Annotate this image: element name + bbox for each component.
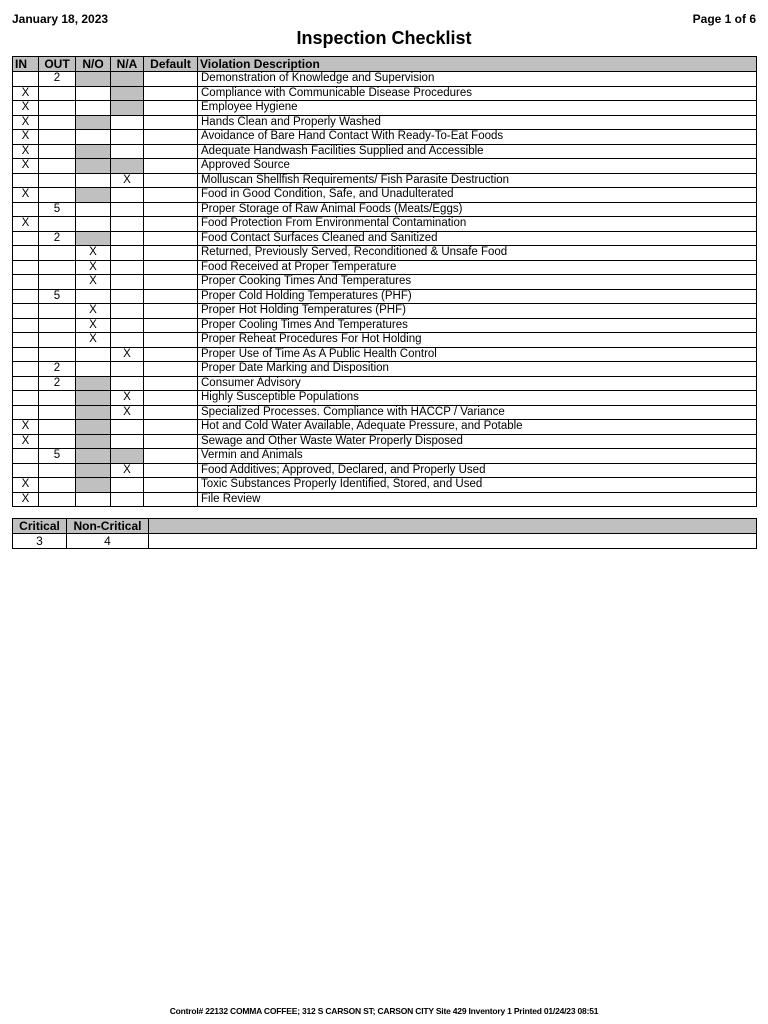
cell-out: [39, 159, 76, 174]
cell-not-applicable: [111, 217, 144, 232]
table-header-row: [13, 57, 757, 72]
cell-default: [144, 304, 198, 319]
column-header-in: IN: [13, 57, 39, 72]
cell-default: [144, 405, 198, 420]
cell-default: [144, 275, 198, 290]
table-row: [13, 333, 757, 348]
cell-not-applicable: [111, 478, 144, 493]
cell-not-applicable: [111, 202, 144, 217]
table-row: [13, 405, 757, 420]
cell-out: [39, 260, 76, 275]
cell-not-observed: [76, 231, 111, 246]
cell-not-observed: [76, 420, 111, 435]
table-row: [13, 115, 757, 130]
cell-not-observed: X: [76, 304, 111, 319]
cell-not-applicable: [111, 318, 144, 333]
violation-description: Returned, Previously Served, Reconditioned & Unsafe Food: [198, 246, 757, 261]
cell-not-observed: X: [76, 333, 111, 348]
violation-description: Molluscan Shellfish Requirements/ Fish Parasite Destruction: [198, 173, 757, 188]
cell-default: [144, 173, 198, 188]
cell-in: [13, 376, 39, 391]
summary-header-noncritical: Non-Critical: [67, 519, 149, 534]
table-row: [13, 188, 757, 203]
cell-out: [39, 115, 76, 130]
summary-header-row: [13, 519, 757, 534]
cell-not-applicable: [111, 86, 144, 101]
cell-out: 2: [39, 362, 76, 377]
summary-header-blank: [149, 519, 757, 534]
cell-not-observed: [76, 449, 111, 464]
violation-description: File Review: [198, 492, 757, 507]
cell-out: [39, 86, 76, 101]
cell-not-observed: [76, 376, 111, 391]
violation-description: Proper Cold Holding Temperatures (PHF): [198, 289, 757, 304]
cell-in: [13, 173, 39, 188]
cell-in: [13, 260, 39, 275]
cell-in: [13, 246, 39, 261]
cell-not-observed: [76, 289, 111, 304]
table-row: [13, 362, 757, 377]
cell-default: [144, 130, 198, 145]
table-row: [13, 86, 757, 101]
column-header-description: Violation Description: [198, 57, 757, 72]
cell-out: [39, 130, 76, 145]
cell-out: 2: [39, 72, 76, 87]
cell-out: [39, 173, 76, 188]
violation-description: Food Additives; Approved, Declared, and Properly Used: [198, 463, 757, 478]
table-row: [13, 318, 757, 333]
cell-out: [39, 492, 76, 507]
cell-not-applicable: [111, 333, 144, 348]
violation-description: Proper Hot Holding Temperatures (PHF): [198, 304, 757, 319]
summary-header-critical: Critical: [13, 519, 67, 534]
cell-not-applicable: [111, 434, 144, 449]
table-row: [13, 304, 757, 319]
cell-not-observed: [76, 434, 111, 449]
cell-out: [39, 304, 76, 319]
violation-description: Approved Source: [198, 159, 757, 174]
cell-default: [144, 101, 198, 116]
cell-in: [13, 362, 39, 377]
cell-default: [144, 202, 198, 217]
cell-in: [13, 333, 39, 348]
table-row: [13, 492, 757, 507]
cell-in: [13, 405, 39, 420]
column-header-no: N/O: [76, 57, 111, 72]
cell-not-applicable: [111, 130, 144, 145]
cell-default: [144, 492, 198, 507]
column-header-na: N/A: [111, 57, 144, 72]
violation-description: Food Received at Proper Temperature: [198, 260, 757, 275]
cell-in: X: [13, 115, 39, 130]
cell-not-applicable: [111, 289, 144, 304]
cell-not-applicable: X: [111, 173, 144, 188]
cell-default: [144, 391, 198, 406]
checklist-body: [13, 72, 757, 507]
cell-not-applicable: [111, 246, 144, 261]
cell-not-applicable: [111, 304, 144, 319]
page-indicator: Page 1 of 6: [692, 12, 756, 26]
cell-not-observed: [76, 173, 111, 188]
table-row: [13, 347, 757, 362]
cell-default: [144, 333, 198, 348]
cell-out: [39, 275, 76, 290]
cell-out: [39, 188, 76, 203]
cell-out: [39, 217, 76, 232]
cell-not-observed: [76, 463, 111, 478]
table-row: [13, 231, 757, 246]
cell-not-applicable: [111, 362, 144, 377]
cell-out: [39, 318, 76, 333]
table-row: [13, 173, 757, 188]
violation-description: Adequate Handwash Facilities Supplied and Accessible: [198, 144, 757, 159]
cell-not-observed: [76, 86, 111, 101]
cell-default: [144, 217, 198, 232]
cell-out: [39, 144, 76, 159]
cell-not-applicable: [111, 492, 144, 507]
table-row: [13, 289, 757, 304]
cell-in: [13, 318, 39, 333]
cell-not-applicable: X: [111, 347, 144, 362]
cell-not-applicable: [111, 449, 144, 464]
violation-description: Food Contact Surfaces Cleaned and Sanitized: [198, 231, 757, 246]
cell-in: [13, 72, 39, 87]
cell-not-applicable: [111, 188, 144, 203]
cell-default: [144, 289, 198, 304]
violation-description: Proper Storage of Raw Animal Foods (Meats/Eggs): [198, 202, 757, 217]
cell-out: [39, 420, 76, 435]
cell-out: 5: [39, 202, 76, 217]
violation-description: Food Protection From Environmental Contamination: [198, 217, 757, 232]
cell-in: X: [13, 217, 39, 232]
table-row: [13, 434, 757, 449]
cell-not-observed: [76, 202, 111, 217]
cell-in: X: [13, 86, 39, 101]
cell-in: [13, 347, 39, 362]
violation-description: Sewage and Other Waste Water Properly Disposed: [198, 434, 757, 449]
violation-description: Toxic Substances Properly Identified, Stored, and Used: [198, 478, 757, 493]
cell-not-observed: [76, 144, 111, 159]
table-row: [13, 246, 757, 261]
page-title: Inspection Checklist: [296, 28, 472, 48]
cell-not-applicable: [111, 72, 144, 87]
report-date: January 18, 2023: [12, 12, 109, 26]
table-row: [13, 391, 757, 406]
table-row: [13, 130, 757, 145]
cell-not-observed: [76, 72, 111, 87]
cell-in: X: [13, 159, 39, 174]
cell-in: X: [13, 101, 39, 116]
cell-not-applicable: [111, 159, 144, 174]
violation-description: Proper Reheat Procedures For Hot Holding: [198, 333, 757, 348]
violation-description: Hands Clean and Properly Washed: [198, 115, 757, 130]
table-row: [13, 449, 757, 464]
violation-description: Consumer Advisory: [198, 376, 757, 391]
cell-not-observed: [76, 115, 111, 130]
inspection-checklist-table: [12, 56, 757, 507]
cell-in: X: [13, 434, 39, 449]
cell-in: [13, 289, 39, 304]
cell-not-applicable: [111, 115, 144, 130]
cell-in: X: [13, 188, 39, 203]
violation-description: Highly Susceptible Populations: [198, 391, 757, 406]
critical-count: 3: [13, 534, 67, 549]
cell-not-observed: [76, 362, 111, 377]
violation-description: Proper Use of Time As A Public Health Control: [198, 347, 757, 362]
noncritical-count: 4: [67, 534, 149, 549]
cell-default: [144, 463, 198, 478]
violation-description: Hot and Cold Water Available, Adequate Pressure, and Potable: [198, 420, 757, 435]
summary-blank-cell: [149, 534, 757, 549]
cell-out: [39, 391, 76, 406]
cell-default: [144, 231, 198, 246]
cell-out: [39, 347, 76, 362]
column-header-default: Default: [144, 57, 198, 72]
cell-default: [144, 159, 198, 174]
violation-summary-table: [12, 518, 757, 549]
cell-not-applicable: [111, 101, 144, 116]
cell-default: [144, 115, 198, 130]
cell-out: [39, 333, 76, 348]
cell-out: [39, 434, 76, 449]
cell-out: 5: [39, 449, 76, 464]
table-row: [13, 202, 757, 217]
cell-not-observed: [76, 188, 111, 203]
cell-not-observed: X: [76, 275, 111, 290]
cell-default: [144, 376, 198, 391]
table-row: [13, 478, 757, 493]
cell-default: [144, 434, 198, 449]
cell-in: [13, 463, 39, 478]
cell-in: [13, 449, 39, 464]
cell-not-applicable: X: [111, 405, 144, 420]
table-row: [13, 72, 757, 87]
cell-default: [144, 86, 198, 101]
cell-out: [39, 101, 76, 116]
cell-not-observed: [76, 159, 111, 174]
cell-not-observed: [76, 347, 111, 362]
cell-out: 5: [39, 289, 76, 304]
cell-not-observed: X: [76, 318, 111, 333]
cell-not-observed: [76, 101, 111, 116]
column-header-out: OUT: [39, 57, 76, 72]
cell-in: [13, 391, 39, 406]
table-row: [13, 101, 757, 116]
cell-in: X: [13, 492, 39, 507]
table-row: [13, 260, 757, 275]
cell-default: [144, 144, 198, 159]
cell-not-observed: [76, 405, 111, 420]
cell-in: X: [13, 130, 39, 145]
cell-default: [144, 347, 198, 362]
table-row: [13, 217, 757, 232]
cell-in: [13, 304, 39, 319]
cell-in: X: [13, 420, 39, 435]
cell-not-observed: [76, 130, 111, 145]
violation-description: Specialized Processes. Compliance with HACCP / Variance: [198, 405, 757, 420]
violation-description: Proper Cooking Times And Temperatures: [198, 275, 757, 290]
violation-description: Proper Date Marking and Disposition: [198, 362, 757, 377]
cell-out: [39, 478, 76, 493]
cell-not-applicable: [111, 231, 144, 246]
table-row: [13, 144, 757, 159]
cell-in: X: [13, 144, 39, 159]
violation-description: Demonstration of Knowledge and Supervision: [198, 72, 757, 87]
cell-not-observed: [76, 492, 111, 507]
violation-description: Vermin and Animals: [198, 449, 757, 464]
table-row: [13, 275, 757, 290]
violation-description: Food in Good Condition, Safe, and Unadulterated: [198, 188, 757, 203]
cell-default: [144, 362, 198, 377]
cell-in: [13, 231, 39, 246]
cell-default: [144, 420, 198, 435]
cell-default: [144, 72, 198, 87]
violation-description: Compliance with Communicable Disease Procedures: [198, 86, 757, 101]
violation-description: Avoidance of Bare Hand Contact With Ready-To-Eat Foods: [198, 130, 757, 145]
table-row: [13, 463, 757, 478]
cell-out: 2: [39, 376, 76, 391]
cell-not-observed: X: [76, 260, 111, 275]
summary-value-row: [13, 534, 757, 549]
cell-default: [144, 318, 198, 333]
cell-not-observed: [76, 217, 111, 232]
cell-default: [144, 449, 198, 464]
cell-not-applicable: [111, 275, 144, 290]
cell-not-applicable: [111, 376, 144, 391]
cell-not-applicable: [111, 420, 144, 435]
table-row: [13, 376, 757, 391]
cell-in: [13, 202, 39, 217]
cell-default: [144, 246, 198, 261]
cell-not-observed: [76, 391, 111, 406]
table-row: [13, 159, 757, 174]
cell-default: [144, 478, 198, 493]
print-footer: Control# 22132 COMMA COFFEE; 312 S CARSON ST; CARSON CITY Site 429 Inventory 1 Printed 01/24/23 08:51: [169, 1006, 599, 1016]
cell-in: X: [13, 478, 39, 493]
cell-out: 2: [39, 231, 76, 246]
cell-in: [13, 275, 39, 290]
cell-not-applicable: [111, 144, 144, 159]
cell-out: [39, 405, 76, 420]
cell-not-applicable: [111, 260, 144, 275]
cell-default: [144, 260, 198, 275]
cell-out: [39, 246, 76, 261]
cell-out: [39, 463, 76, 478]
cell-not-observed: X: [76, 246, 111, 261]
violation-description: Proper Cooling Times And Temperatures: [198, 318, 757, 333]
violation-description: Employee Hygiene: [198, 101, 757, 116]
cell-not-observed: [76, 478, 111, 493]
table-row: [13, 420, 757, 435]
cell-not-applicable: X: [111, 391, 144, 406]
cell-not-applicable: X: [111, 463, 144, 478]
cell-default: [144, 188, 198, 203]
